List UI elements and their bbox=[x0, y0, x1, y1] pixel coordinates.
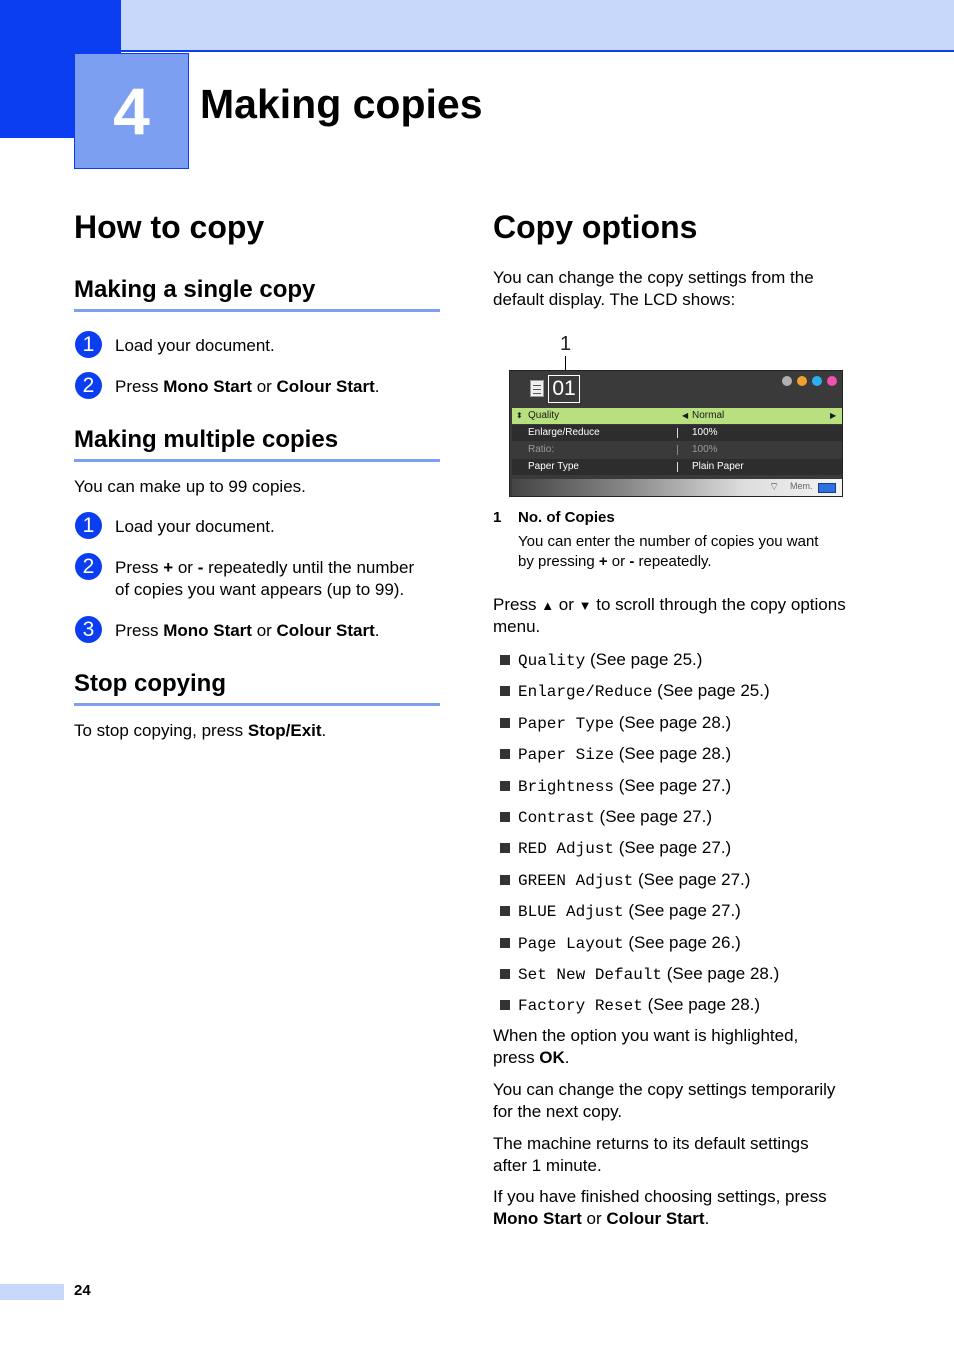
chapter-title: Making copies bbox=[200, 81, 483, 127]
copy-option-name: RED Adjust bbox=[518, 840, 615, 859]
copy-option-item bbox=[518, 806, 712, 829]
multiple-copies-rule bbox=[74, 459, 440, 462]
copy-option-item bbox=[518, 680, 770, 703]
copy-option-page-ref: (See page 27.) bbox=[628, 901, 741, 921]
multiple-copies-intro: You can make up to 99 copies. bbox=[74, 477, 306, 496]
how-to-copy-heading: How to copy bbox=[74, 209, 265, 245]
single-copy-heading: Making a single copy bbox=[74, 276, 316, 303]
returns-line-2: after 1 minute. bbox=[493, 1156, 602, 1175]
footer-band bbox=[0, 1284, 64, 1300]
finish-line-2: Mono Start or Colour Start. bbox=[493, 1209, 710, 1228]
step-number-badge: 1 bbox=[75, 331, 102, 358]
up-arrow-icon: ▲ bbox=[541, 598, 555, 613]
scroll-instructions-1: Press ▲ or ▼ to scroll through the copy options bbox=[493, 595, 846, 614]
bullet-icon bbox=[500, 843, 510, 853]
lcd-callout-number: 1 bbox=[560, 333, 572, 355]
bullet-icon bbox=[500, 969, 510, 979]
note-title: No. of Copies bbox=[518, 509, 615, 526]
step-number-badge: 2 bbox=[75, 553, 102, 580]
ink-dot-icon bbox=[827, 376, 837, 386]
copy-option-name: Page Layout bbox=[518, 934, 624, 953]
copy-options-intro-1: You can change the copy settings from the bbox=[493, 268, 814, 287]
copy-option-item bbox=[518, 963, 779, 986]
copy-option-page-ref: (See page 28.) bbox=[666, 964, 780, 983]
copy-option-name: Quality bbox=[518, 652, 586, 670]
copy-option-item bbox=[518, 994, 760, 1017]
copy-option-name: Paper Type bbox=[518, 714, 615, 733]
copy-option-name: Factory Reset bbox=[518, 997, 643, 1016]
copy-option-page-ref: (See page 28.) bbox=[618, 744, 732, 764]
bullet-icon bbox=[500, 655, 510, 665]
bullet-icon bbox=[500, 1000, 510, 1010]
copy-option-page-ref: (See page 27.) bbox=[618, 775, 732, 795]
copy-option-item bbox=[518, 932, 741, 955]
lcd-row-disabled: Ratio: 100% bbox=[512, 442, 842, 458]
memory-card-icon bbox=[818, 483, 836, 493]
bullet-icon bbox=[500, 749, 510, 759]
highlight-line-2: press OK. bbox=[493, 1048, 570, 1067]
stop-copying-text: To stop copying, press Stop/Exit. bbox=[74, 721, 327, 740]
temp-line-2: for the next copy. bbox=[493, 1102, 623, 1121]
temp-line-1: You can change the copy settings temporarily bbox=[493, 1080, 836, 1099]
ink-dot-icon bbox=[797, 376, 807, 386]
scroll-instructions-2: menu. bbox=[493, 617, 541, 636]
bullet-icon bbox=[500, 686, 510, 696]
copy-option-item bbox=[518, 900, 741, 923]
memory-label: Mem. bbox=[790, 481, 813, 491]
multiple-step-2-line-2: of copies you want appears (up to 99). bbox=[115, 580, 405, 599]
copy-option-name: BLUE Adjust bbox=[518, 903, 624, 922]
lcd-display bbox=[509, 370, 843, 497]
copy-option-page-ref: (See page 28.) bbox=[647, 995, 761, 1015]
bullet-icon bbox=[500, 938, 510, 948]
note-line-2: by pressing + or - repeatedly. bbox=[518, 553, 712, 570]
right-arrow-icon: ▶ bbox=[830, 411, 837, 420]
copy-option-item bbox=[518, 712, 731, 735]
step-number-badge: 1 bbox=[75, 512, 102, 539]
note-number: 1 bbox=[493, 509, 502, 526]
bullet-icon bbox=[500, 906, 510, 916]
lcd-row: Enlarge/Reduce 100% bbox=[512, 425, 842, 441]
ink-dot-icon bbox=[812, 376, 822, 386]
document-icon bbox=[530, 380, 544, 397]
header-band bbox=[0, 0, 954, 52]
copy-option-name: Contrast bbox=[518, 809, 595, 827]
bullet-icon bbox=[500, 812, 510, 822]
lcd-row: Paper Type Plain Paper bbox=[512, 459, 842, 475]
copy-option-page-ref: (See page 25.) bbox=[589, 650, 703, 669]
copy-option-item bbox=[518, 743, 731, 766]
copy-option-item bbox=[518, 869, 750, 892]
finish-line-1: If you have finished choosing settings, press bbox=[493, 1187, 827, 1206]
single-step-1-text: Load your document. bbox=[115, 336, 275, 355]
copy-option-name: Paper Size bbox=[518, 746, 615, 765]
copy-option-page-ref: (See page 27.) bbox=[618, 838, 732, 858]
copy-option-name: Set New Default bbox=[518, 966, 663, 984]
stop-copying-heading: Stop copying bbox=[74, 670, 226, 697]
copies-count: 01 bbox=[548, 375, 580, 403]
step-number-badge: 3 bbox=[75, 616, 102, 643]
copy-option-page-ref: (See page 25.) bbox=[657, 681, 770, 701]
lcd-status-bar bbox=[512, 479, 842, 496]
note-line-1: You can enter the number of copies you want bbox=[518, 533, 819, 550]
copy-option-page-ref: (See page 28.) bbox=[618, 712, 732, 732]
copy-options-intro-2: default display. The LCD shows: bbox=[493, 290, 736, 309]
copy-option-page-ref: (See page 27.) bbox=[599, 807, 713, 826]
highlight-line-1: When the option you want is highlighted, bbox=[493, 1026, 799, 1045]
copy-option-item bbox=[518, 837, 731, 860]
wifi-icon: ⌔ bbox=[769, 481, 780, 493]
multiple-copies-heading: Making multiple copies bbox=[74, 426, 339, 453]
copy-option-item bbox=[518, 649, 702, 672]
copy-option-page-ref: (See page 27.) bbox=[637, 869, 751, 889]
single-copy-rule bbox=[74, 309, 440, 312]
lcd-row-selected: ⬍ Quality ◀ Normal ▶ bbox=[512, 408, 842, 424]
ink-dot-icon bbox=[782, 376, 792, 386]
bullet-icon bbox=[500, 718, 510, 728]
chapter-number: 4 bbox=[74, 53, 189, 169]
returns-line-1: The machine returns to its default settings bbox=[493, 1134, 809, 1153]
down-arrow-icon: ▼ bbox=[578, 598, 592, 613]
left-arrow-icon: ◀ bbox=[682, 411, 689, 420]
copy-option-name: Enlarge/Reduce bbox=[518, 683, 653, 702]
single-step-2-text: Press Mono Start or Colour Start. bbox=[115, 377, 380, 396]
copy-option-name: GREEN Adjust bbox=[518, 871, 634, 890]
copy-options-heading: Copy options bbox=[493, 209, 698, 245]
multiple-step-3-text: Press Mono Start or Colour Start. bbox=[115, 621, 380, 640]
copy-option-item bbox=[518, 775, 731, 798]
bullet-icon bbox=[500, 781, 510, 791]
step-number-badge: 2 bbox=[75, 372, 102, 399]
scroll-arrows-icon: ⬍ bbox=[516, 411, 523, 420]
copy-option-page-ref: (See page 26.) bbox=[628, 932, 741, 952]
bullet-icon bbox=[500, 875, 510, 885]
copy-option-name: Brightness bbox=[518, 777, 615, 796]
multiple-step-2-line-1: Press + or - repeatedly until the number bbox=[115, 558, 415, 577]
page-number: 24 bbox=[74, 1282, 91, 1299]
multiple-step-1-text: Load your document. bbox=[115, 517, 275, 536]
stop-copying-rule bbox=[74, 703, 440, 706]
